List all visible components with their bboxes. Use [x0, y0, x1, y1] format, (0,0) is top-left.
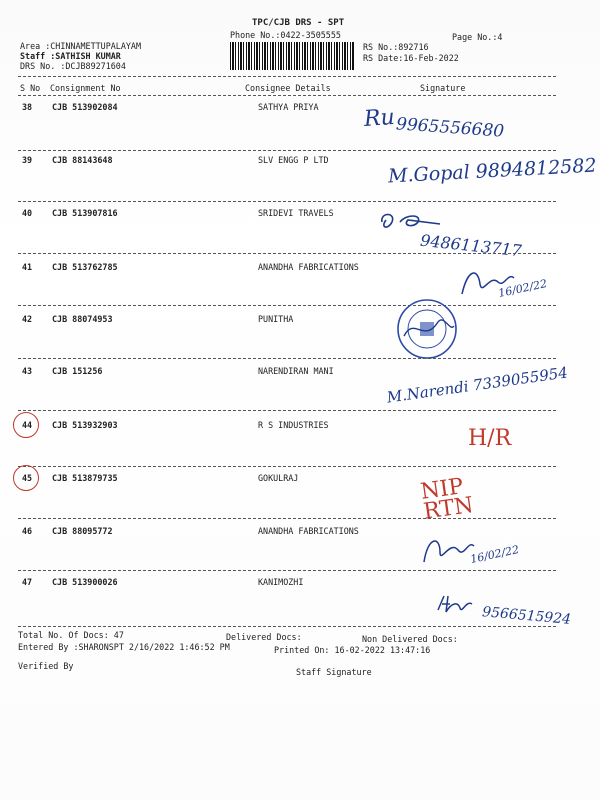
row-sno: 44: [22, 420, 33, 430]
total-docs: Total No. Of Docs: 47: [18, 630, 124, 640]
row-consignment-no: CJB 513762785: [52, 262, 118, 272]
rs-date: RS Date:16-Feb-2022: [363, 53, 459, 63]
row-consignment-no: CJB 513879735: [52, 473, 118, 483]
barcode: [230, 42, 354, 70]
area-label: Area :CHINNAMETTUPALAYAM: [20, 41, 142, 51]
row-sno: 41: [22, 262, 33, 272]
signature-date: 16/02/22: [469, 543, 521, 566]
row-consignee: SATHYA PRIYA: [258, 102, 319, 112]
row-consignment-no: CJB 88095772: [52, 526, 113, 536]
row-consignee: SRIDEVI TRAVELS: [258, 208, 334, 218]
row-sno: 39: [22, 155, 33, 165]
col-header-consignment: Consignment No: [50, 83, 121, 93]
row-consignment-no: CJB 88074953: [52, 314, 113, 324]
row-consignee: R S INDUSTRIES: [258, 420, 329, 430]
signature-date: 16/02/22: [497, 277, 549, 300]
col-header-consignee: Consignee Details: [245, 83, 331, 93]
row-sno: 47: [22, 577, 33, 587]
row-consignee: KANIMOZHI: [258, 577, 304, 587]
divider: [18, 95, 556, 96]
row-consignee: SLV ENGG P LTD: [258, 155, 329, 165]
signature-name-phone: M.Gopal 9894812582: [387, 154, 598, 188]
divider: [18, 253, 556, 254]
row-consignee: NARENDIRAN MANI: [258, 366, 334, 376]
entered-by: Entered By :SHARONSPT 2/16/2022 1:46:52 PM: [18, 642, 230, 652]
divider: [18, 466, 556, 467]
row-sno: 43: [22, 366, 33, 376]
divider: [18, 626, 556, 627]
col-header-signature: Signature: [420, 83, 466, 93]
row-consignment-no: CJB 151256: [52, 366, 103, 376]
signature-scrawl: [436, 594, 476, 616]
row-sno: 42: [22, 314, 33, 324]
document-title: TPC/CJB DRS - SPT: [252, 18, 345, 28]
drs-number: DRS No. :DCJB89271604: [20, 61, 126, 71]
row-consignment-no: CJB 513900026: [52, 577, 118, 587]
divider: [18, 305, 556, 306]
non-delivered-docs: Non Delivered Docs:: [362, 634, 458, 644]
signature-scrawl: Ru: [363, 104, 396, 133]
divider: [18, 201, 556, 202]
signature-phone: 9566515924: [481, 604, 572, 628]
delivered-docs: Delivered Docs:: [226, 632, 302, 642]
row-consignment-no: CJB 513907816: [52, 208, 118, 218]
divider: [18, 410, 556, 411]
signature-scrawl: [378, 208, 458, 232]
row-consignee: GOKULRAJ: [258, 473, 299, 483]
divider: [18, 358, 556, 359]
signature-phone: 9965556680: [395, 114, 505, 142]
phone-number: Phone No.:0422-3505555: [230, 30, 341, 40]
divider: [18, 518, 556, 519]
row-sno: 45: [22, 473, 33, 483]
staff-signature-label: Staff Signature: [296, 667, 372, 677]
signature-name-phone: M.Narendi 7339055954: [385, 363, 569, 407]
row-consignee: ANANDHA FABRICATIONS: [258, 526, 359, 536]
divider: [18, 570, 556, 571]
row-sno: 46: [22, 526, 33, 536]
remark-not-in-place-return: NIP RTN: [419, 474, 476, 525]
row-consignment-no: CJB 88143648: [52, 155, 113, 165]
row-consignment-no: CJB 513932903: [52, 420, 118, 430]
page-number: Page No.:4: [452, 32, 503, 42]
row-sno: 40: [22, 208, 33, 218]
bank-stamp: [394, 296, 460, 362]
verified-by: Verified By: [18, 661, 74, 671]
rs-number: RS No.:892716: [363, 42, 429, 52]
divider: [18, 76, 556, 77]
printed-on: Printed On: 16-02-2022 13:47:16: [274, 645, 431, 655]
signature-scrawl: [420, 528, 476, 572]
col-header-sno: S No: [20, 83, 41, 93]
remark-hold: H/R: [468, 426, 512, 451]
signature-phone: 9486113717: [419, 230, 523, 261]
staff-label: Staff :SATHISH KUMAR: [20, 51, 121, 61]
row-consignee: PUNITHA: [258, 314, 294, 324]
row-sno: 38: [22, 102, 33, 112]
row-consignee: ANANDHA FABRICATIONS: [258, 262, 359, 272]
divider: [18, 150, 556, 151]
row-consignment-no: CJB 513902084: [52, 102, 118, 112]
